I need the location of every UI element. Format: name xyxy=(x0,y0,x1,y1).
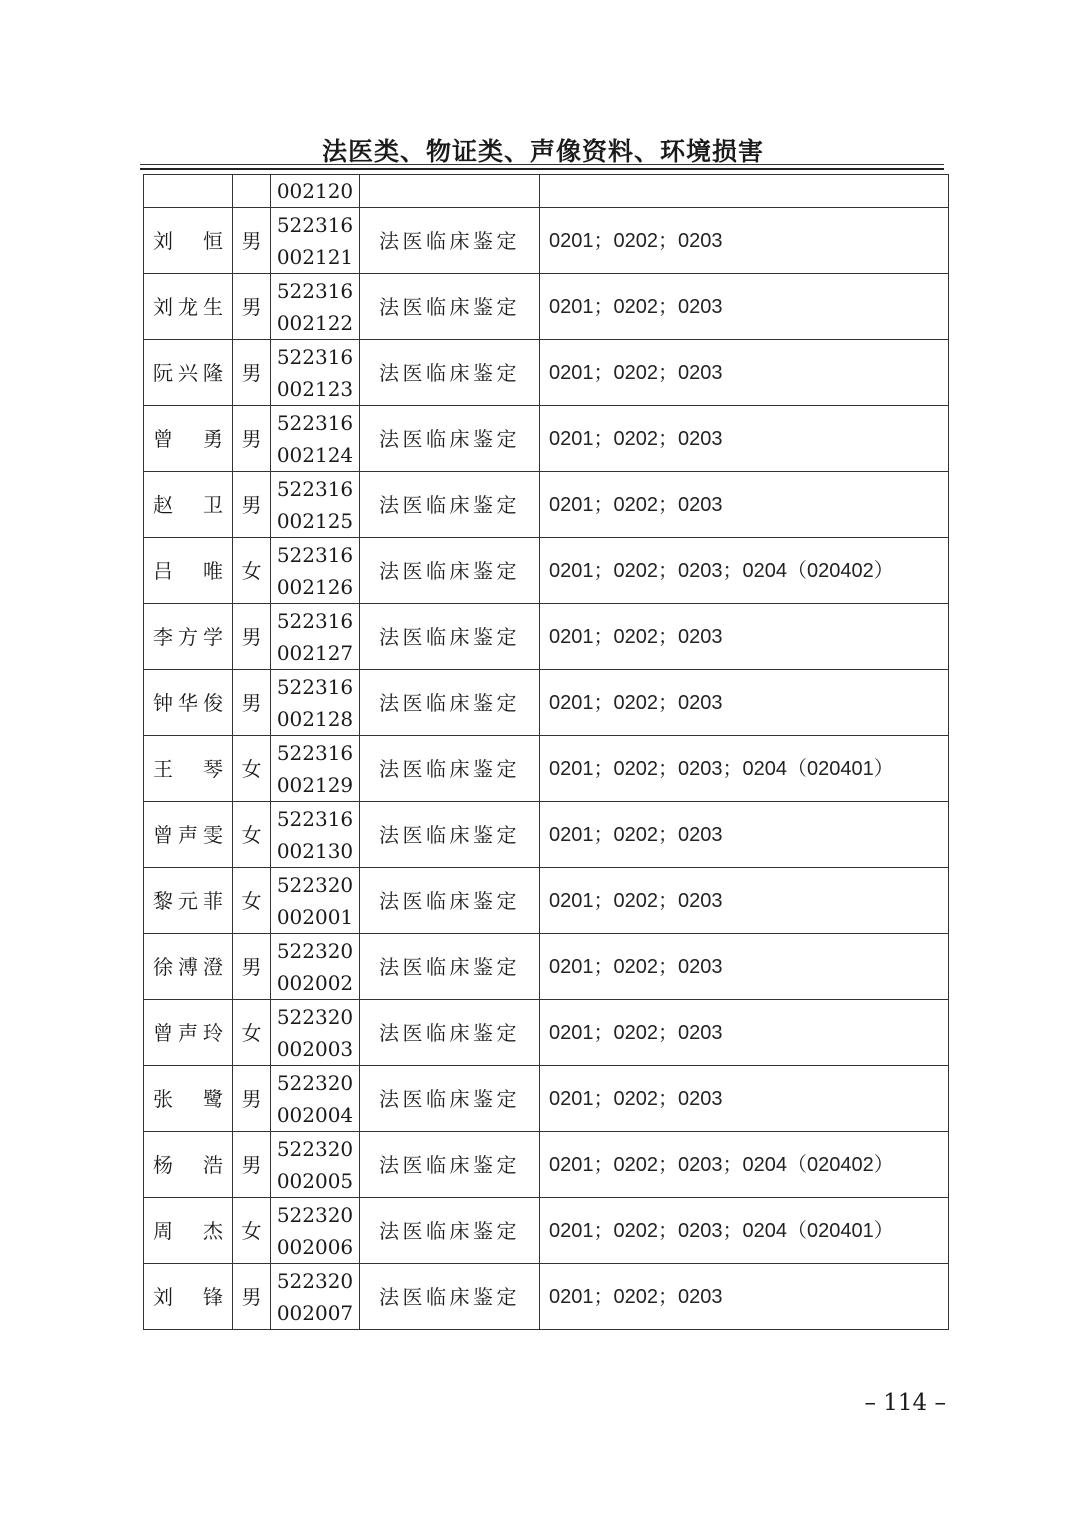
name-cell: 张 鹭 xyxy=(144,1066,233,1132)
license-number-line1: 522320 xyxy=(276,1136,354,1161)
name-cell: 周 杰 xyxy=(144,1198,233,1264)
category-cell: 法医临床鉴定 xyxy=(360,1132,540,1198)
license-number-line1: 522316 xyxy=(276,476,354,501)
sex-cell: 男 xyxy=(233,1264,271,1330)
table-row xyxy=(144,340,949,406)
license-number-line2: 002128 xyxy=(276,706,354,731)
license-number-cell xyxy=(271,538,360,604)
license-number-cell xyxy=(271,868,360,934)
table-row xyxy=(144,472,949,538)
codes-cell: 0201；0202；0203；0204（020402） xyxy=(540,538,949,604)
license-number-cell xyxy=(271,670,360,736)
category-cell: 法医临床鉴定 xyxy=(360,868,540,934)
codes-cell: 0201；0202；0203 xyxy=(540,472,949,538)
category-cell: 法医临床鉴定 xyxy=(360,934,540,1000)
codes-cell: 0201；0202；0203 xyxy=(540,1000,949,1066)
table-row xyxy=(144,538,949,604)
sex-cell: 男 xyxy=(233,604,271,670)
sex-cell: 女 xyxy=(233,736,271,802)
sex-cell: 男 xyxy=(233,1132,271,1198)
page-title: 法医类、物证类、声像资料、环境损害 xyxy=(321,137,764,166)
name-cell: 刘 恒 xyxy=(144,208,233,274)
license-number-cell xyxy=(271,1066,360,1132)
name-cell: 刘 锋 xyxy=(144,1264,233,1330)
codes-cell: 0201；0202；0203 xyxy=(540,1264,949,1330)
category-cell: 法医临床鉴定 xyxy=(360,1000,540,1066)
sex-cell: 男 xyxy=(233,208,271,274)
codes-cell: 0201；0202；0203 xyxy=(540,274,949,340)
roster-table-body xyxy=(144,175,949,1330)
license-number-line1: 522316 xyxy=(276,344,354,369)
category-cell: 法医临床鉴定 xyxy=(360,538,540,604)
name-cell: 黎元菲 xyxy=(144,868,233,934)
license-number-line2: 002120 xyxy=(276,179,354,203)
page-header xyxy=(140,130,946,174)
license-number-line2: 002126 xyxy=(276,574,354,599)
category-cell: 法医临床鉴定 xyxy=(360,736,540,802)
license-number-line2: 002005 xyxy=(276,1168,354,1193)
license-number-line1: 522320 xyxy=(276,1070,354,1095)
table-row xyxy=(144,406,949,472)
sex-cell: 女 xyxy=(233,1198,271,1264)
license-number-line2: 002121 xyxy=(276,244,354,269)
name-cell: 赵 卫 xyxy=(144,472,233,538)
sex-cell: 男 xyxy=(233,1066,271,1132)
name-cell: 曾 勇 xyxy=(144,406,233,472)
license-number-cell xyxy=(271,1000,360,1066)
page-number: – 114 – xyxy=(864,1390,946,1416)
table-row xyxy=(144,1264,949,1330)
table-row xyxy=(144,1132,949,1198)
table-row xyxy=(144,604,949,670)
license-number-line1: 522320 xyxy=(276,1004,354,1029)
table-row xyxy=(144,802,949,868)
category-cell: 法医临床鉴定 xyxy=(360,1264,540,1330)
license-number-line2: 002122 xyxy=(276,310,354,335)
license-number-line2: 002002 xyxy=(276,970,354,995)
sex-cell: 男 xyxy=(233,934,271,1000)
sex-cell: 女 xyxy=(233,802,271,868)
license-number-line2: 002006 xyxy=(276,1234,354,1259)
name-cell: 吕 唯 xyxy=(144,538,233,604)
license-number-cell xyxy=(271,175,360,208)
license-number-line1: 522316 xyxy=(276,212,354,237)
sex-cell: 女 xyxy=(233,868,271,934)
codes-cell: 0201；0202；0203 xyxy=(540,670,949,736)
license-number-line2: 002127 xyxy=(276,640,354,665)
license-number-cell xyxy=(271,472,360,538)
license-number-line1: 522316 xyxy=(276,806,354,831)
sex-cell: 男 xyxy=(233,340,271,406)
category-cell: 法医临床鉴定 xyxy=(360,670,540,736)
name-cell: 刘龙生 xyxy=(144,274,233,340)
name-cell: 王 琴 xyxy=(144,736,233,802)
table-row xyxy=(144,670,949,736)
license-number-line1: 522316 xyxy=(276,608,354,633)
license-number-line2: 002007 xyxy=(276,1300,354,1325)
name-cell: 李方学 xyxy=(144,604,233,670)
codes-cell: 0201；0202；0203 xyxy=(540,340,949,406)
category-cell: 法医临床鉴定 xyxy=(360,274,540,340)
table-row xyxy=(144,868,949,934)
name-cell: 曾声玲 xyxy=(144,1000,233,1066)
license-number-cell xyxy=(271,1132,360,1198)
license-number-line1: 522320 xyxy=(276,1268,354,1293)
license-number-cell xyxy=(271,934,360,1000)
header-rule-bold xyxy=(140,168,944,170)
category-cell: 法医临床鉴定 xyxy=(360,1198,540,1264)
license-number-line2: 002123 xyxy=(276,376,354,401)
table-row xyxy=(144,274,949,340)
license-number-line1: 522316 xyxy=(276,278,354,303)
license-number-line1: 522316 xyxy=(276,542,354,567)
license-number-line2: 002001 xyxy=(276,904,354,929)
table-row xyxy=(144,208,949,274)
name-cell xyxy=(144,175,233,208)
license-number-line1: 522320 xyxy=(276,872,354,897)
sex-cell: 男 xyxy=(233,274,271,340)
license-number-cell xyxy=(271,1264,360,1330)
license-number-cell xyxy=(271,406,360,472)
license-number-cell xyxy=(271,274,360,340)
license-number-line1: 522316 xyxy=(276,740,354,765)
license-number-cell xyxy=(271,604,360,670)
codes-cell: 0201；0202；0203 xyxy=(540,1066,949,1132)
category-cell xyxy=(360,175,540,208)
table-row-continued xyxy=(144,175,949,208)
license-number-cell xyxy=(271,802,360,868)
category-cell: 法医临床鉴定 xyxy=(360,472,540,538)
name-cell: 钟华俊 xyxy=(144,670,233,736)
sex-cell: 男 xyxy=(233,472,271,538)
sex-cell: 男 xyxy=(233,670,271,736)
codes-cell xyxy=(540,175,949,208)
codes-cell: 0201；0202；0203；0204（020401） xyxy=(540,1198,949,1264)
license-number-cell xyxy=(271,1198,360,1264)
license-number-line1: 522316 xyxy=(276,410,354,435)
codes-cell: 0201；0202；0203 xyxy=(540,208,949,274)
codes-cell: 0201；0202；0203；0204（020401） xyxy=(540,736,949,802)
license-number-line2: 002125 xyxy=(276,508,354,533)
codes-cell: 0201；0202；0203 xyxy=(540,868,949,934)
sex-cell: 女 xyxy=(233,1000,271,1066)
license-number-line2: 002004 xyxy=(276,1102,354,1127)
category-cell: 法医临床鉴定 xyxy=(360,208,540,274)
table-row xyxy=(144,1000,949,1066)
category-cell: 法医临床鉴定 xyxy=(360,340,540,406)
codes-cell: 0201；0202；0203 xyxy=(540,406,949,472)
sex-cell xyxy=(233,175,271,208)
table-row xyxy=(144,1198,949,1264)
codes-cell: 0201；0202；0203 xyxy=(540,934,949,1000)
license-number-cell xyxy=(271,208,360,274)
license-number-cell xyxy=(271,340,360,406)
license-number-line1: 522320 xyxy=(276,938,354,963)
category-cell: 法医临床鉴定 xyxy=(360,604,540,670)
name-cell: 曾声雯 xyxy=(144,802,233,868)
category-cell: 法医临床鉴定 xyxy=(360,802,540,868)
license-number-line1: 522316 xyxy=(276,674,354,699)
license-number-line2: 002124 xyxy=(276,442,354,467)
category-cell: 法医临床鉴定 xyxy=(360,406,540,472)
license-number-cell xyxy=(271,736,360,802)
header-rule xyxy=(140,164,944,165)
name-cell: 徐溥澄 xyxy=(144,934,233,1000)
name-cell: 阮兴隆 xyxy=(144,340,233,406)
sex-cell: 女 xyxy=(233,538,271,604)
codes-cell: 0201；0202；0203；0204（020402） xyxy=(540,1132,949,1198)
license-number-line2: 002003 xyxy=(276,1036,354,1061)
table-row xyxy=(144,934,949,1000)
category-cell: 法医临床鉴定 xyxy=(360,1066,540,1132)
sex-cell: 男 xyxy=(233,406,271,472)
name-cell: 杨 浩 xyxy=(144,1132,233,1198)
license-number-line1: 522320 xyxy=(276,1202,354,1227)
license-number-line2: 002130 xyxy=(276,838,354,863)
codes-cell: 0201；0202；0203 xyxy=(540,802,949,868)
table-row xyxy=(144,1066,949,1132)
roster-table xyxy=(143,174,949,1330)
license-number-line2: 002129 xyxy=(276,772,354,797)
codes-cell: 0201；0202；0203 xyxy=(540,604,949,670)
table-row xyxy=(144,736,949,802)
